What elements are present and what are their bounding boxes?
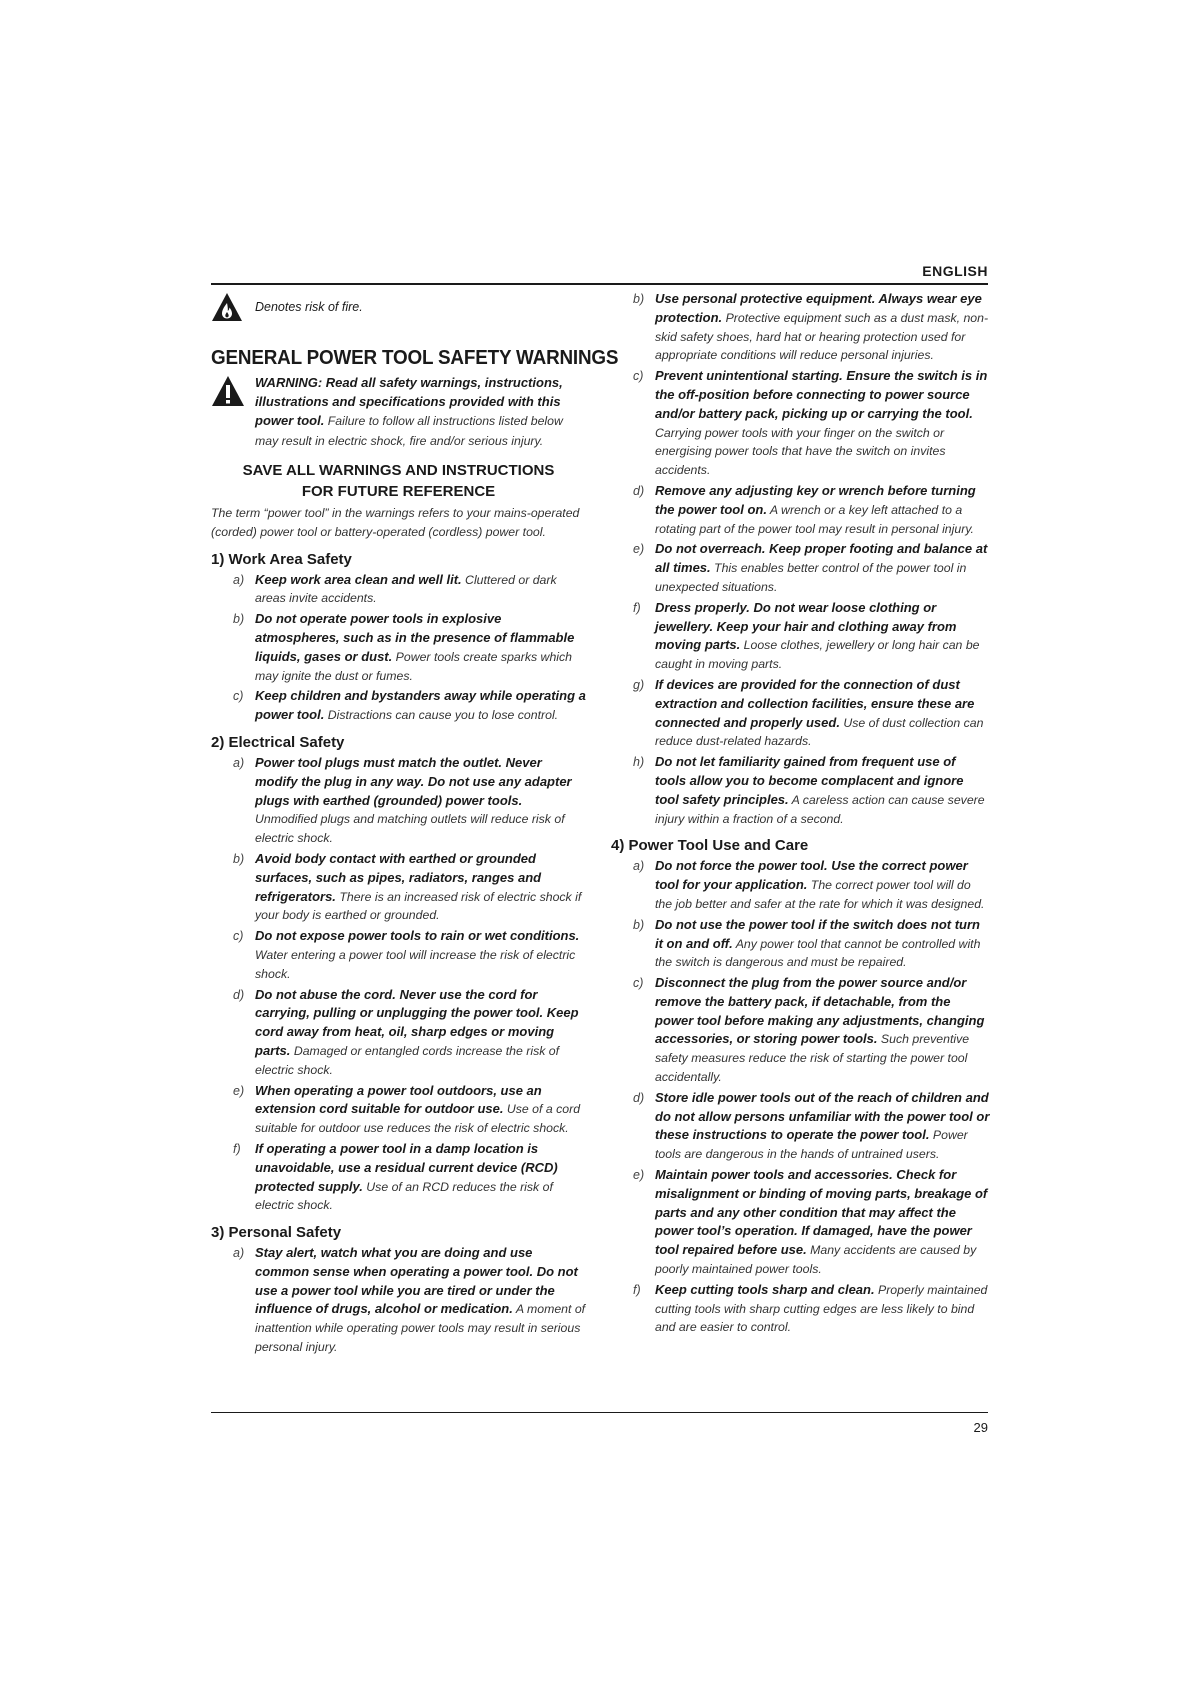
item-bold: Do not use the power tool if the switch does not turn it on and off. — [655, 916, 980, 951]
item-normal: Water entering a power tool will increase the risk of electric shock. — [255, 947, 576, 981]
item-normal: Carrying power tools with your finger on the switch or energising power tools that have the switch on invites accidents. — [655, 425, 946, 478]
list-item — [633, 1166, 990, 1279]
intro-text: The term “power tool” in the warnings refers to your mains-operated (corded) power tool or battery-operated (cordless) power tool. — [211, 506, 580, 539]
list-item — [211, 927, 586, 983]
item-label: b) — [233, 851, 245, 866]
header-rule — [211, 283, 988, 285]
page-number: 29 — [973, 1420, 988, 1435]
list-item — [633, 753, 990, 828]
item-label: a) — [233, 1246, 245, 1261]
warning-block — [211, 373, 586, 451]
item-normal: Damaged or entangled cords increase the risk of electric shock. — [255, 1043, 560, 1077]
item-bold: Use personal protective equipment. Always wear eye protection. — [655, 291, 982, 325]
list-item — [211, 571, 586, 609]
item-label: a) — [633, 859, 645, 874]
language-label: ENGLISH — [922, 263, 988, 279]
save-line-2: FOR FUTURE REFERENCE — [301, 483, 496, 500]
item-label: f) — [233, 1141, 241, 1156]
save-line-1: SAVE ALL WARNINGS AND INSTRUCTIONS — [242, 462, 555, 479]
fire-note-text: Denotes risk of fire. — [255, 300, 363, 314]
list-item — [211, 1082, 586, 1138]
item-normal: A wrench or a key left attached to a rotating part of the power tool may result in personal injury. — [655, 502, 974, 536]
footer-rule — [211, 1412, 988, 1413]
list-item — [633, 857, 990, 913]
item-bold: Prevent unintentional starting. Ensure the switch is in the off-position before connecting to power source and/or battery pack, picking up or carrying the tool. — [655, 368, 988, 421]
item-label: a) — [233, 755, 245, 770]
warning-text — [255, 373, 586, 451]
list-item — [633, 540, 990, 596]
item-label: c) — [633, 369, 644, 384]
item-bold: Maintain power tools and accessories. Check for misalignment or binding of moving parts, breakage of parts and any other condition that may affect the power tool’s operation. If damaged, have the power tool repaired before use. — [655, 1167, 988, 1258]
fire-warning-icon — [211, 292, 243, 322]
item-label: d) — [633, 483, 645, 498]
list-item — [633, 1089, 990, 1164]
item-normal: There is an increased risk of electric shock if your body is earthed or grounded. — [255, 889, 582, 923]
list-item — [211, 754, 586, 848]
list-item — [211, 610, 586, 685]
item-label: b) — [633, 917, 645, 932]
item-label: e) — [633, 1168, 645, 1183]
item-bold: Do not abuse the cord. Never use the cord for carrying, pulling or unplugging the power tool. Keep cord away from heat, oil, sharp edges or moving parts. — [255, 986, 579, 1058]
item-bold: Stay alert, watch what you are doing and use common sense when operating a power tool. Do not use a power tool while you are tired or under the influence of drugs, alcohol or medication. — [255, 1245, 578, 1317]
item-normal: Such preventive safety measures reduce the risk of starting the power tool accidentally. — [655, 1032, 970, 1085]
item-bold: Do not force the power tool. Use the correct power tool for your application. — [655, 858, 968, 893]
item-bold: If operating a power tool in a damp location is unavoidable, use a residual current device (RCD) protected supply. — [255, 1140, 558, 1194]
item-bold: Disconnect the plug from the power source and/or remove the battery pack, if detachable, from the power tool before making any adjustments, changing accessories, or storing power tools. — [655, 975, 985, 1047]
list-item — [211, 1140, 586, 1215]
item-normal: Many accidents are caused by poorly maintained power tools. — [655, 1243, 977, 1277]
item-bold: Store idle power tools out of the reach of children and do not allow persons unfamiliar with the power tool or these instructions to operate the power tool. — [655, 1089, 990, 1143]
item-normal: The correct power tool will do the job better and safer at the rate for which it was designed. — [655, 878, 985, 911]
item-normal: Any power tool that cannot be controlled with the switch is dangerous and must be repaired. — [655, 936, 981, 970]
item-label: c) — [633, 976, 644, 991]
item-label: f) — [633, 1282, 641, 1297]
item-bold: Remove any adjusting key or wrench before turning the power tool on. — [655, 482, 976, 517]
item-bold: Do not let familiarity gained from frequent use of tools allow you to become complacent and ignore tool safety principles. — [655, 754, 964, 807]
list-item — [211, 687, 586, 725]
list-item — [211, 986, 586, 1080]
item-label: c) — [233, 929, 244, 944]
warning-normal: Failure to follow all instructions listed below may result in electric shock, fire and/or serious injury. — [255, 414, 563, 448]
item-bold: Avoid body contact with earthed or grounded surfaces, such as pipes, radiators, ranges and refrigerators. — [255, 850, 542, 904]
item-bold: Keep children and bystanders away while operating a power tool. — [255, 688, 586, 723]
item-normal: Power tools are dangerous in the hands of untrained users. — [655, 1128, 968, 1162]
left-column — [211, 290, 619, 1359]
section-heading-personal: 3) Personal Safety — [211, 1224, 342, 1242]
list-item — [633, 290, 990, 365]
fire-note — [211, 292, 586, 322]
item-bold: When operating a power tool outdoors, use an extension cord suitable for outdoor use. — [255, 1082, 542, 1117]
item-bold: Dress properly. Do not wear loose clothing or jewellery. Keep your hair and clothing away from moving parts. — [655, 599, 957, 653]
item-bold: Do not operate power tools in explosive atmospheres, such as in the presence of flammable liquids, gases or dust. — [255, 611, 575, 664]
list-item — [633, 676, 990, 751]
item-label: d) — [233, 987, 245, 1002]
save-instructions-heading — [211, 460, 586, 502]
list-item — [633, 1281, 990, 1337]
item-normal: Use of a cord suitable for outdoor use reduces the risk of electric shock. — [255, 1102, 581, 1136]
item-label: e) — [633, 542, 645, 557]
item-normal: Properly maintained cutting tools with sharp cutting edges are less likely to bind and are easier to control. — [655, 1282, 988, 1335]
item-label: h) — [633, 755, 645, 770]
item-label: f) — [633, 600, 641, 615]
section-heading-tool-use: 4) Power Tool Use and Care — [611, 837, 809, 855]
item-bold: Keep cutting tools sharp and clean. — [655, 1281, 875, 1297]
list-item — [211, 1244, 586, 1357]
list-item — [633, 599, 990, 674]
item-bold: Do not overreach. Keep proper footing and balance at all times. — [655, 541, 988, 576]
item-label: b) — [633, 292, 645, 306]
list-item — [633, 482, 990, 538]
item-normal: Use of dust collection can reduce dust-related hazards. — [655, 715, 984, 749]
item-label: g) — [633, 677, 645, 692]
item-label: a) — [233, 572, 245, 587]
item-normal: This enables better control of the power tool in unexpected situations. — [655, 561, 967, 594]
item-bold: Keep work area clean and well lit. — [255, 571, 462, 587]
item-normal: Loose clothes, jewellery or long hair can be caught in moving parts. — [655, 638, 980, 672]
item-normal: Protective equipment such as a dust mask, non-skid safety shoes, hard hat or hearing protection used for appropriate conditions will reduce personal injuries. — [655, 310, 989, 363]
right-column — [611, 290, 990, 1339]
section-heading-electrical: 2) Electrical Safety — [211, 733, 345, 751]
list-item — [211, 850, 586, 925]
warning-bold: WARNING: Read all safety warnings, instructions, illustrations and specifications provided with this power tool. — [255, 375, 563, 428]
item-label: c) — [233, 689, 244, 704]
page-title: GENERAL POWER TOOL SAFETY WARNINGS — [211, 346, 619, 369]
list-item — [633, 367, 990, 480]
item-normal: Cluttered or dark areas invite accidents. — [255, 572, 557, 606]
item-bold: Do not expose power tools to rain or wet conditions. — [255, 928, 580, 944]
item-normal: Power tools create sparks which may ignite the dust or fumes. — [255, 649, 572, 683]
warning-icon — [211, 375, 245, 407]
item-label: d) — [633, 1090, 645, 1105]
list-item — [633, 974, 990, 1087]
section-heading-work-area: 1) Work Area Safety — [211, 550, 352, 568]
item-label: b) — [233, 612, 245, 627]
item-label: e) — [233, 1083, 245, 1098]
item-normal: Use of an RCD reduces the risk of electric shock. — [255, 1179, 553, 1213]
item-bold: If devices are provided for the connection of dust extraction and collection facilities, ensure these are connected and properly used. — [655, 676, 975, 730]
item-normal: Distractions can cause you to lose control. — [324, 708, 559, 723]
item-normal: Unmodified plugs and matching outlets will reduce risk of electric shock. — [255, 812, 565, 846]
item-bold: Power tool plugs must match the outlet. Never modify the plug in any way. Do not use any adapter plugs with earthed (grounded) power tools. — [255, 754, 572, 808]
item-normal: A careless action can cause severe injury within a fraction of a second. — [655, 792, 985, 826]
item-normal: A moment of inattention while operating power tools may result in serious personal injury. — [255, 1302, 586, 1355]
list-item — [633, 916, 990, 972]
